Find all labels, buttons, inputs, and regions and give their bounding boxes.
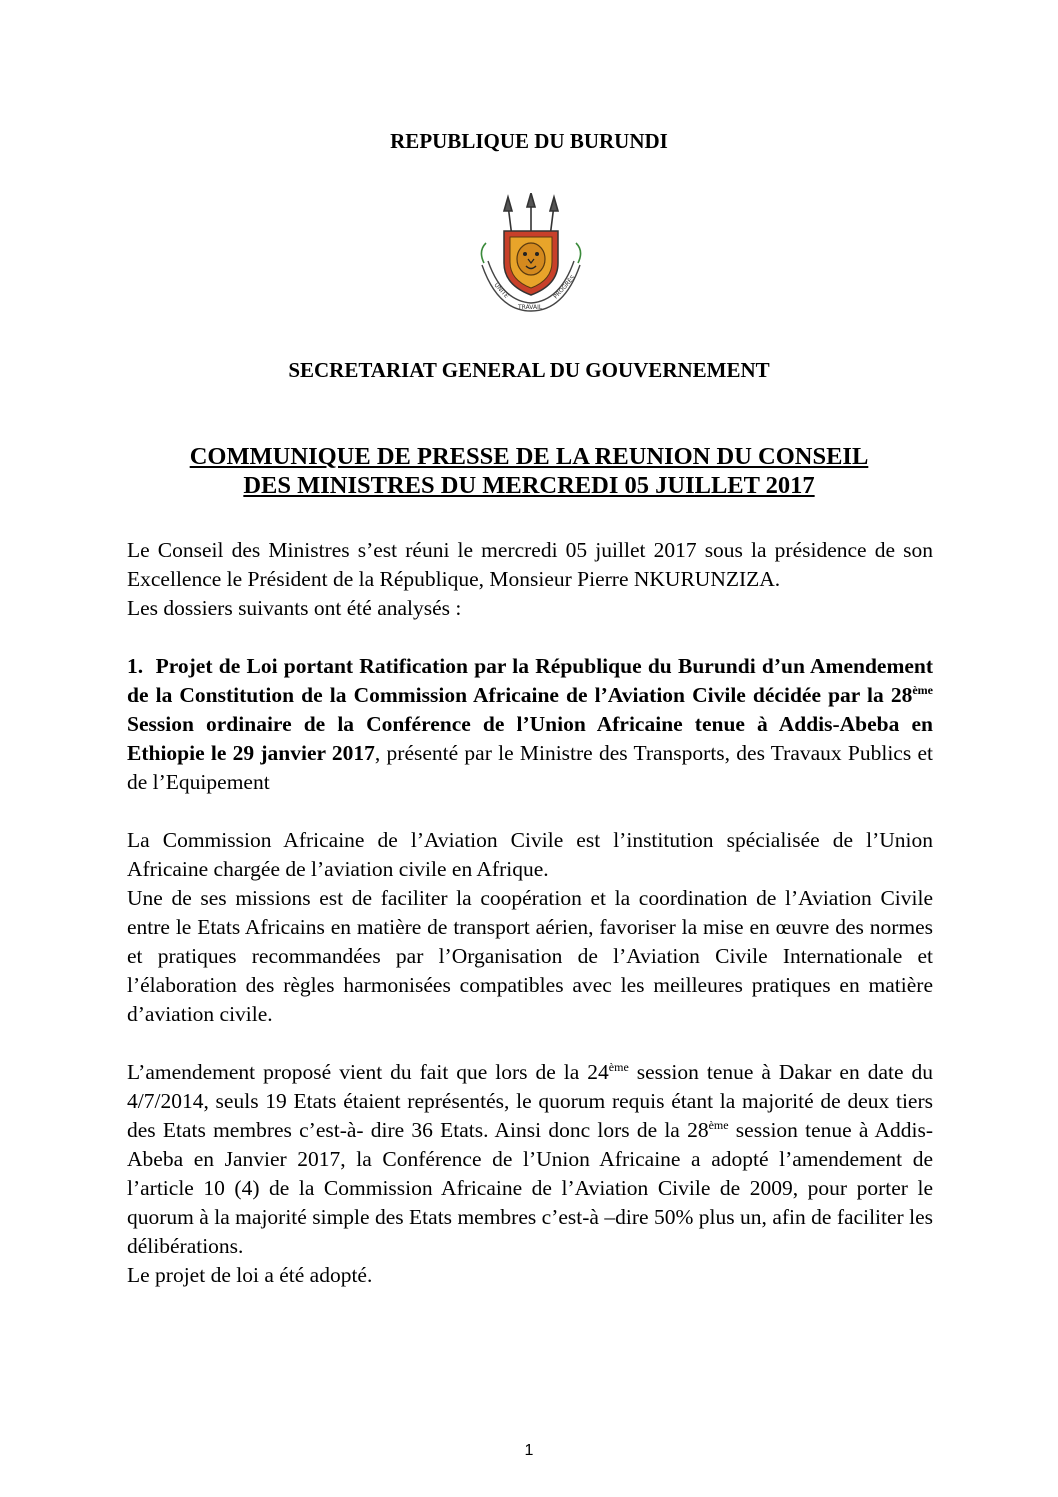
intro-dossiers-line: Les dossiers suivants ont été analysés : <box>127 596 462 620</box>
item-title-part-a: Projet de Loi portant Ratification par la République du Burundi d’un Amendement de la Constitution de la Commission Africaine de l’Aviation Civile décidée par la 28 <box>127 654 934 707</box>
svg-text:PROGRÈS: PROGRÈS <box>552 274 577 301</box>
title-line-1: COMMUNIQUE DE PRESSE DE LA REUNION DU CONSEIL <box>189 443 869 470</box>
intro-paragraph: Le Conseil des Ministres s’est réuni le mercredi 05 juillet 2017 sous la présidence de son Excellence le Président de la République, Monsieur Pierre NKURUNZIZA. <box>127 538 933 591</box>
adoption-statement: Le projet de loi a été adopté. <box>127 1263 373 1287</box>
amendment-sup-2: ème <box>708 1118 729 1132</box>
amendment-paragraph <box>127 1058 933 1261</box>
amendment-sup-1: ème <box>608 1060 629 1074</box>
amendment-part-c: session tenue à Addis-Abeba en Janvier 2017, la Conférence de l’Union Africaine a adopté l’amendement de l’article 10 (4) de la Commission Africaine de l’Aviation Civile de 2009, pour porter le quorum à la majorité simple des Etats membres c’est-à –dire 50% plus un, afin de faciliter les délibérations. <box>127 1118 934 1258</box>
press-release-title <box>0 442 1058 500</box>
commission-description: La Commission Africaine de l’Aviation Civile est l’institution spécialisée de l’Union Africaine chargée de l’aviation civile en Afrique. <box>127 828 933 881</box>
svg-text:TRAVAIL: TRAVAIL <box>518 304 543 311</box>
agenda-item-1 <box>127 652 933 797</box>
commission-missions: Une de ses missions est de faciliter la coopération et la coordination de l’Aviation Civile entre le Etats Africains en matière de transport aérien, favoriser la mise en œuvre des normes et pratiques recommandées par l’Organisation de l’Aviation Civile Internationale et l’élaboration des règles harmonisées compatibles avec les meilleures pratiques en matière d’aviation civile. <box>127 886 933 1026</box>
document-body <box>127 536 933 1290</box>
title-line-2: DES MINISTRES DU MERCREDI 05 JUILLET 2017 <box>243 472 815 499</box>
item-title-part-b: Session ordinaire de la Conférence de l’Union Africaine tenue à Addis-Abeba en Ethiopie le 29 janvier 2017 <box>127 712 933 765</box>
item-number: 1. <box>127 654 144 678</box>
item-title-sup: ème <box>912 683 933 697</box>
coat-of-arms-emblem <box>468 193 594 319</box>
page-number: 1 <box>524 1442 534 1459</box>
secretariat-heading: SECRETARIAT GENERAL DU GOUVERNEMENT <box>288 358 770 382</box>
item-presenter: , présenté par le Ministre des Transports, des Travaux Publics et de l’Equipement <box>127 741 933 794</box>
amendment-part-a: L’amendement proposé vient du fait que lors de la 24 <box>127 1060 609 1084</box>
svg-text:UNITÉ: UNITÉ <box>492 281 510 300</box>
amendment-part-b: session tenue à Dakar en date du 4/7/2014, seuls 19 Etats étaient représentés, le quorum requis étant la majorité de deux tiers des Etats membres c’est-à- dire 36 Etats. Ainsi donc lors de la 28 <box>127 1060 933 1142</box>
country-heading: REPUBLIQUE DU BURUNDI <box>390 129 668 153</box>
